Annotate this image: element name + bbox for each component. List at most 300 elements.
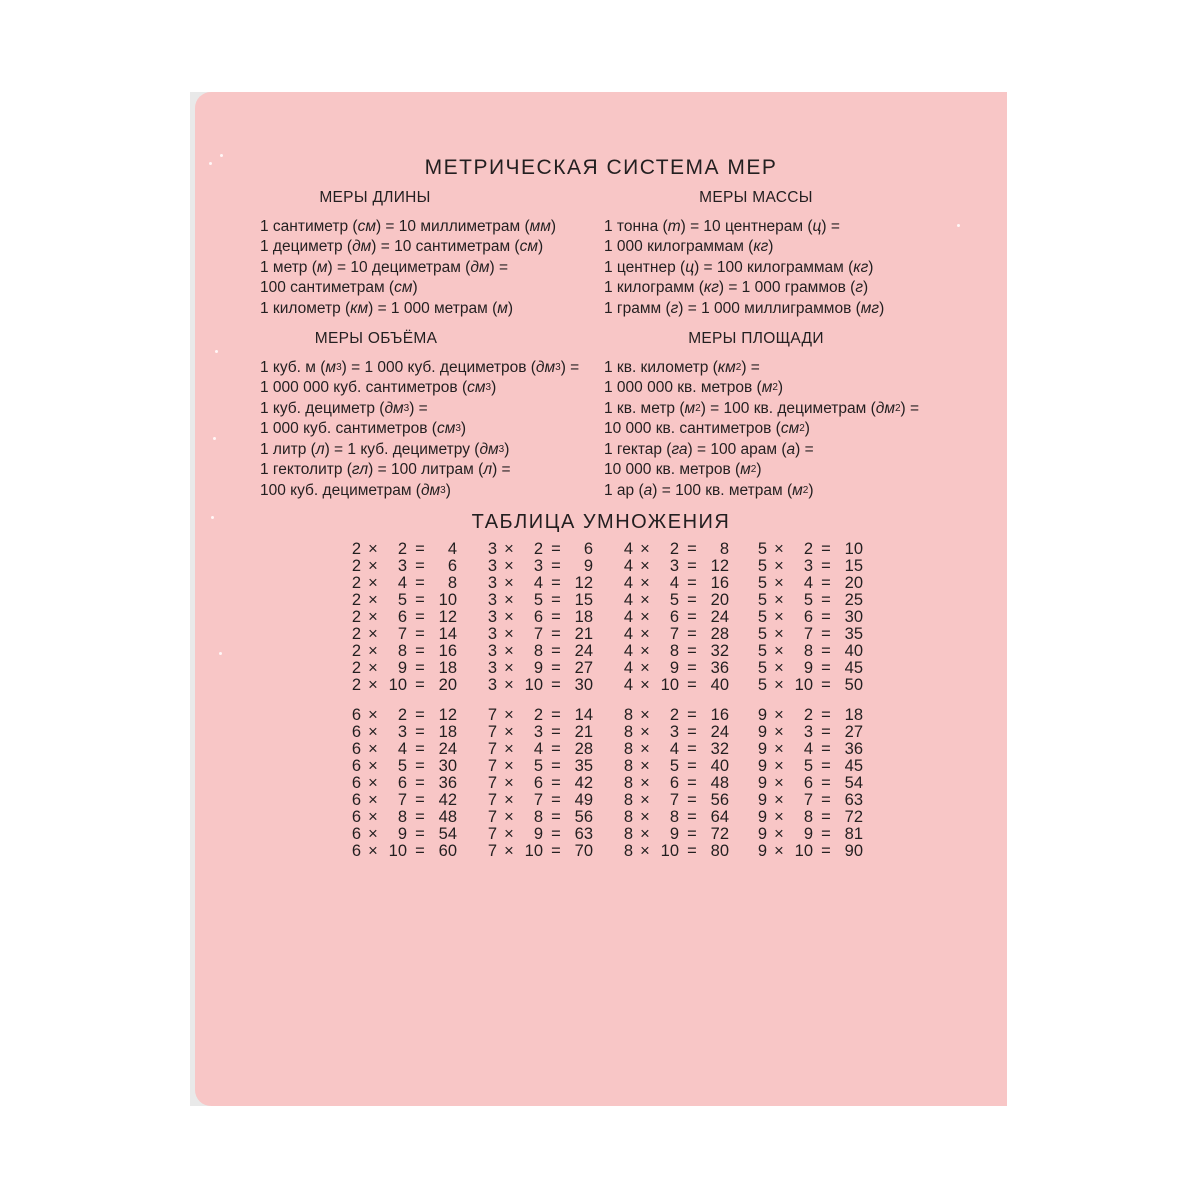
product: 10 (438, 591, 457, 609)
times-row (351, 592, 463, 609)
times-table-9 (757, 707, 869, 860)
equals-sign: = (415, 642, 425, 660)
equals-sign: = (687, 676, 697, 694)
measure-line (604, 419, 954, 440)
measure-text: 1 грамм ( (604, 299, 671, 317)
unit-abbr: мг (860, 299, 880, 317)
product: 63 (844, 791, 863, 809)
product: 36 (844, 740, 863, 758)
multiplier: 10 (794, 676, 813, 694)
times-sign: × (368, 808, 378, 826)
measure-text: ) = (489, 258, 509, 276)
equals-sign: = (415, 608, 425, 626)
equals-sign: = (821, 557, 831, 575)
times-row (487, 626, 599, 643)
times-row (487, 741, 599, 758)
times-sign: × (774, 706, 784, 724)
equals-sign: = (415, 659, 425, 677)
multiplicand: 4 (623, 540, 633, 558)
times-row (351, 707, 463, 724)
unit-abbr: дм (875, 399, 895, 417)
multiplier: 9 (533, 825, 543, 843)
times-sign: × (774, 842, 784, 860)
multiplier: 9 (669, 659, 679, 677)
times-sign: × (640, 808, 650, 826)
product: 14 (438, 625, 457, 643)
times-row (351, 843, 463, 860)
multiplier: 2 (397, 706, 407, 724)
measure-line (260, 217, 590, 238)
times-sign: × (368, 676, 378, 694)
exponent: 2 (799, 423, 805, 434)
multiplier: 9 (533, 659, 543, 677)
times-row (623, 677, 735, 694)
multiplier: 7 (669, 625, 679, 643)
multiplier: 9 (397, 659, 407, 677)
multiplier: 2 (397, 540, 407, 558)
times-sign: × (368, 557, 378, 575)
multiplicand: 4 (623, 608, 633, 626)
times-row (757, 758, 869, 775)
measure-line (260, 258, 590, 279)
product: 24 (438, 740, 457, 758)
measure-line (260, 460, 600, 481)
measure-line (604, 358, 954, 379)
times-row (487, 809, 599, 826)
equals-sign: = (687, 791, 697, 809)
multiplicand: 8 (623, 791, 633, 809)
mass-lines (604, 217, 954, 320)
times-sign: × (504, 625, 514, 643)
equals-sign: = (415, 774, 425, 792)
multiplier: 4 (803, 574, 813, 592)
times-row (487, 558, 599, 575)
measure-text: 1 куб. дециметр ( (260, 399, 385, 417)
times-sign: × (774, 574, 784, 592)
equals-sign: = (415, 591, 425, 609)
multiplier: 3 (533, 723, 543, 741)
multiplier: 4 (397, 740, 407, 758)
product: 27 (574, 659, 593, 677)
measure-text: ) = 100 кв. метрам ( (652, 481, 793, 499)
times-row (487, 660, 599, 677)
equals-sign: = (821, 574, 831, 592)
multiplicand: 7 (487, 723, 497, 741)
product: 70 (574, 842, 593, 860)
paper-speck (219, 652, 222, 655)
paper-speck (213, 437, 216, 440)
unit-abbr: кг (753, 238, 769, 255)
multiplier: 4 (533, 574, 543, 592)
times-sign: × (774, 825, 784, 843)
equals-sign: = (821, 757, 831, 775)
times-sign: × (504, 723, 514, 741)
product: 16 (438, 642, 457, 660)
multiplicand: 9 (757, 791, 767, 809)
times-row (757, 660, 869, 677)
measure-text: 1 километр ( (260, 299, 351, 317)
times-sign: × (774, 757, 784, 775)
unit-abbr: дм (535, 358, 556, 376)
times-table-7 (487, 707, 599, 860)
measure-text: ) = (795, 440, 814, 458)
times-row (351, 826, 463, 843)
product: 40 (710, 757, 729, 775)
measure-text: 10 000 кв. метров ( (604, 461, 741, 478)
multiplier: 3 (397, 723, 407, 741)
unit-abbr: г (855, 279, 863, 296)
times-row (623, 707, 735, 724)
times-row (757, 792, 869, 809)
times-row (351, 758, 463, 775)
times-sign: × (774, 591, 784, 609)
multiplicand: 9 (757, 774, 767, 792)
times-sign: × (504, 676, 514, 694)
exponent: 3 (555, 361, 561, 373)
times-row (757, 592, 869, 609)
multiplicand: 3 (487, 608, 497, 626)
times-row (623, 643, 735, 660)
multiplier: 5 (397, 591, 407, 609)
area-lines (604, 358, 954, 502)
measure-text: ) = (900, 399, 920, 417)
times-row (623, 792, 735, 809)
measure-line (260, 378, 600, 399)
multiplicand: 6 (351, 774, 361, 792)
times-row (757, 809, 869, 826)
times-row (757, 707, 869, 724)
multiplier: 8 (669, 642, 679, 660)
multiplier: 8 (533, 808, 543, 826)
measure-text: ) (507, 299, 514, 317)
equals-sign: = (687, 808, 697, 826)
times-row (351, 741, 463, 758)
multiplicand: 3 (487, 642, 497, 660)
unit-abbr: м (740, 461, 751, 478)
measure-text: 1 ар ( (604, 481, 644, 499)
product: 12 (710, 557, 729, 575)
multiplicand: 5 (757, 557, 767, 575)
multiplier: 3 (533, 557, 543, 575)
times-row (757, 609, 869, 626)
exponent: 3 (498, 443, 505, 455)
equals-sign: = (821, 625, 831, 643)
times-row (623, 741, 735, 758)
multiplicand: 8 (623, 723, 633, 741)
times-sign: × (640, 774, 650, 792)
paper-speck (215, 350, 218, 353)
multiplier: 10 (388, 842, 407, 860)
multiplicand: 6 (351, 825, 361, 843)
multiplicand: 8 (623, 825, 633, 843)
times-row (623, 660, 735, 677)
multiplicand: 6 (351, 740, 361, 758)
times-table-5 (757, 541, 869, 694)
measure-text: ) = 100 арам ( (687, 440, 787, 458)
times-row (487, 643, 599, 660)
multiplier: 5 (397, 757, 407, 775)
multiplicand: 8 (623, 740, 633, 758)
multiplier: 7 (803, 791, 813, 809)
equals-sign: = (415, 574, 425, 592)
paper-speck (957, 224, 960, 227)
length-heading: МЕРЫ ДЛИНЫ (319, 189, 431, 206)
measure-text: ) = 10 миллиметрам ( (375, 217, 530, 235)
multiplier: 3 (803, 557, 813, 575)
times-row (623, 843, 735, 860)
multiplier: 5 (803, 591, 813, 609)
equals-sign: = (821, 591, 831, 609)
product: 12 (438, 608, 457, 626)
multiplicand: 3 (487, 540, 497, 558)
multiplicand: 6 (351, 706, 361, 724)
times-row (351, 558, 463, 575)
times-sign: × (640, 676, 650, 694)
multiplicand: 4 (623, 659, 633, 677)
measure-line (604, 258, 954, 279)
product: 9 (583, 557, 593, 575)
times-sign: × (774, 791, 784, 809)
times-sign: × (504, 740, 514, 758)
product: 18 (574, 608, 593, 626)
times-row (757, 626, 869, 643)
exponent: 2 (695, 402, 701, 414)
product: 42 (574, 774, 593, 792)
multiplier: 7 (533, 625, 543, 643)
multiplicand: 9 (757, 825, 767, 843)
unit-abbr: л (483, 461, 493, 478)
multiplier: 8 (533, 642, 543, 660)
multiplier: 8 (397, 808, 407, 826)
product: 36 (438, 774, 457, 792)
equals-sign: = (415, 723, 425, 741)
unit-abbr: дм (479, 440, 499, 458)
equals-sign: = (415, 740, 425, 758)
measure-text: ) (804, 420, 810, 437)
product: 18 (438, 723, 457, 741)
product: 24 (710, 608, 729, 626)
metric-system-title: МЕТРИЧЕСКАЯ СИСТЕМА МЕР (424, 156, 778, 179)
times-sign: × (368, 825, 378, 843)
measure-line (260, 440, 600, 461)
times-row (351, 541, 463, 558)
equals-sign: = (551, 825, 561, 843)
product: 30 (844, 608, 863, 626)
equals-sign: = (415, 825, 425, 843)
equals-sign: = (551, 791, 561, 809)
product: 18 (438, 659, 457, 677)
multiplicand: 7 (487, 706, 497, 724)
unit-abbr: м (761, 379, 773, 396)
equals-sign: = (687, 625, 697, 643)
equals-sign: = (821, 676, 831, 694)
product: 4 (447, 540, 457, 558)
multiplicand: 4 (623, 574, 633, 592)
measure-text: ) (537, 238, 544, 255)
times-sign: × (774, 608, 784, 626)
multiplier: 5 (533, 591, 543, 609)
times-sign: × (368, 706, 378, 724)
multiplier: 8 (397, 642, 407, 660)
product: 40 (844, 642, 863, 660)
product: 60 (438, 842, 457, 860)
multiplier: 7 (397, 625, 407, 643)
multiplier: 10 (660, 676, 679, 694)
times-sign: × (368, 791, 378, 809)
product: 30 (574, 676, 593, 694)
times-sign: × (640, 757, 650, 775)
measure-text: ) (491, 379, 497, 396)
exponent: 2 (802, 484, 809, 496)
equals-sign: = (551, 774, 561, 792)
measure-text: ) (777, 379, 784, 396)
measure-text: ) = (560, 358, 580, 376)
multiplicand: 3 (487, 557, 497, 575)
product: 90 (844, 842, 863, 860)
multiplier: 5 (669, 757, 679, 775)
times-sign: × (774, 740, 784, 758)
product: 20 (844, 574, 863, 592)
multiplier: 10 (794, 842, 813, 860)
unit-abbr: кг (853, 258, 869, 276)
measure-line (260, 481, 600, 502)
multiplier: 8 (803, 642, 813, 660)
measure-text: ) (808, 481, 814, 499)
multiplier: 7 (533, 791, 543, 809)
measure-text: ) = 10 центнерам ( (680, 217, 813, 235)
multiplier: 7 (397, 791, 407, 809)
multiplier: 4 (803, 740, 813, 758)
measure-text: 1 метр ( (260, 258, 317, 276)
multiplier: 4 (669, 740, 679, 758)
times-sign: × (504, 574, 514, 592)
times-row (351, 626, 463, 643)
product: 6 (447, 557, 457, 575)
equals-sign: = (551, 608, 561, 626)
multiplicand: 4 (623, 557, 633, 575)
times-row (623, 609, 735, 626)
times-row (757, 775, 869, 792)
times-sign: × (504, 757, 514, 775)
times-sign: × (368, 659, 378, 677)
times-sign: × (504, 642, 514, 660)
product: 20 (438, 676, 457, 694)
times-table-3 (487, 541, 599, 694)
times-row (487, 609, 599, 626)
measure-text: 1 литр ( (260, 440, 316, 458)
product: 8 (447, 574, 457, 592)
multiplicand: 6 (351, 791, 361, 809)
equals-sign: = (821, 808, 831, 826)
equals-sign: = (687, 591, 697, 609)
multiplier: 4 (533, 740, 543, 758)
multiplier: 2 (669, 706, 679, 724)
mass-section (604, 188, 954, 319)
multiplicand: 2 (351, 659, 361, 677)
measure-text: ) = (492, 461, 511, 478)
measure-text: 1 000 000 куб. сантиметров ( (260, 379, 468, 396)
multiplier: 10 (524, 842, 543, 860)
multiplier: 6 (669, 608, 679, 626)
measure-line (260, 237, 590, 258)
times-sign: × (774, 774, 784, 792)
unit-abbr: м (792, 481, 803, 499)
multiplicand: 7 (487, 757, 497, 775)
unit-abbr: дм (420, 481, 441, 499)
multiplier: 2 (533, 706, 543, 724)
unit-abbr: дм (470, 258, 490, 276)
equals-sign: = (821, 608, 831, 626)
times-sign: × (504, 659, 514, 677)
measure-text: ) (445, 481, 451, 499)
times-row (351, 660, 463, 677)
multiplicand: 2 (351, 540, 361, 558)
product: 64 (710, 808, 729, 826)
exponent: 3 (336, 361, 342, 373)
multiplier: 2 (533, 540, 543, 558)
product: 45 (844, 757, 863, 775)
times-sign: × (640, 591, 650, 609)
product: 72 (844, 808, 863, 826)
exponent: 2 (735, 361, 742, 373)
equals-sign: = (551, 706, 561, 724)
multiplier: 3 (669, 557, 679, 575)
measure-line (260, 419, 600, 440)
times-sign: × (774, 642, 784, 660)
measure-text: ) (460, 420, 467, 437)
times-sign: × (504, 706, 514, 724)
equals-sign: = (415, 757, 425, 775)
multiplicand: 8 (623, 842, 633, 860)
equals-sign: = (415, 706, 425, 724)
times-sign: × (774, 659, 784, 677)
multiplicand: 9 (757, 740, 767, 758)
unit-abbr: т (667, 217, 681, 235)
product: 30 (438, 757, 457, 775)
equals-sign: = (415, 791, 425, 809)
times-row (623, 575, 735, 592)
measure-text: ) = 10 дециметрам ( (327, 258, 471, 276)
equals-sign: = (551, 574, 561, 592)
equals-sign: = (551, 740, 561, 758)
multiplicand: 6 (351, 723, 361, 741)
multiplier: 6 (533, 608, 543, 626)
times-sign: × (774, 723, 784, 741)
times-sign: × (504, 842, 514, 860)
length-section (260, 188, 590, 319)
equals-sign: = (821, 842, 831, 860)
times-sign: × (640, 557, 650, 575)
product: 16 (710, 706, 729, 724)
equals-sign: = (551, 723, 561, 741)
multiplicand: 4 (623, 591, 633, 609)
measure-text: ) = 100 килограммам ( (694, 258, 854, 276)
measure-text: 100 куб. дециметрам ( (260, 481, 421, 499)
equals-sign: = (551, 659, 561, 677)
volume-heading: МЕРЫ ОБЪЁМА (314, 330, 438, 347)
times-sign: × (640, 540, 650, 558)
times-row (351, 809, 463, 826)
unit-abbr: м (497, 299, 508, 317)
equals-sign: = (687, 642, 697, 660)
times-row (351, 724, 463, 741)
multiplier: 6 (803, 774, 813, 792)
unit-abbr: км (350, 299, 369, 317)
equals-sign: = (687, 740, 697, 758)
multiplicand: 2 (351, 676, 361, 694)
multiplication-title: ТАБЛИЦА УМНОЖЕНИЯ (471, 511, 731, 533)
multiplier: 4 (397, 574, 407, 592)
